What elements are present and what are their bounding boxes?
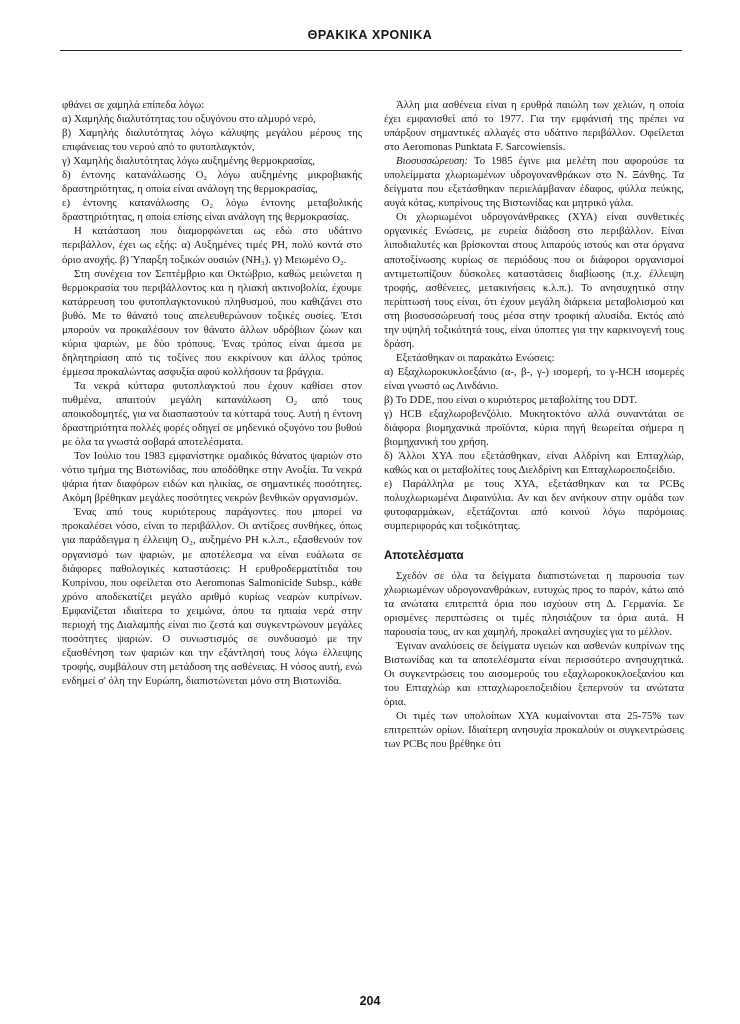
paragraph: Η κατάσταση που διαμορφώνεται ως εδώ στο υδάτινο περιβάλλον, έχει ως εξής: α) Αυξημένες τιμές PH, πολύ κοντά στο όριο ανοχής. β) Ύπαρξη τοξικών ουσιών (NH₃). γ) Μειωμένο O₂.: [62, 225, 362, 266]
paragraph: Οι τιμές των υπολοίπων ΧΥΑ κυμαίνονται στα 25-75% των επιτρεπτών ορίων. Ιδιαίτερη ανησυχία προκαλούν οι συγκεντρώσεις των PCBς που βρέθηκε ότι: [384, 709, 684, 751]
paragraph: γ) HCB εξαχλωροβενζόλιο. Μυκητοκτόνο αλλά συναντάται σε διάφορα βιομηχανικά προϊόντα, κύρια πηγή θεωρείται σήμερα η βιομηχανική του χρήση.: [384, 408, 684, 449]
running-header: ΘΡΑΚΙΚΑ ΧΡΟΝΙΚΑ: [307, 28, 433, 42]
paragraph: Σχεδόν σε όλα τα δείγματα διαπιστώνεται η παρουσία των χλωριωμένων υδρογονανθράκων, ευτυχώς προς το παρόν, κάτω από τα ανώτατα επιτρεπτά όρια που ισχύουν στη Δ. Γερμανία. Σε ορισμένες περιπτώσεις οι τιμές πλησιάζουν τα όρια αυτά. Η παρουσία τους, αν και χαμηλή, προκαλεί ανησυχίες για το μέλλον.: [384, 569, 684, 638]
paragraph: β) Χαμηλής διαλυτότητας λόγω κάλυψης μεγάλου μέρους της επιφάνειας του νερού από το φυτοπλαγκτόν,: [62, 127, 362, 154]
paragraph: δ) Άλλοι ΧΥΑ που εξετάσθηκαν, είναι Αλδρίνη και Επταχλώρ, καθώς και οι μεταβολίτες τους Διελδρίνη και Επταχλωροεποξείδιο.: [384, 450, 684, 477]
paragraph: ε) έντονης κατανάλωσης O₂ λόγω έντονης μεταβολικής δραστηριότητας, η οποία επίσης είναι ανάλογη της θερμοκρασίας.: [62, 197, 362, 224]
paragraph: γ) Χαμηλής διαλυτότητας λόγω αυξημένης θερμοκρασίας,: [62, 155, 316, 168]
paragraph: δ) έντονης κατανάλωσης O₂ λόγω αυξημένης μικροβιακής δραστηριότητας, η οποία είναι ανάλογη της θερμοκρασίας,: [62, 169, 362, 196]
paragraph: Εξετάσθηκαν οι παρακάτω Ενώσεις:: [396, 351, 555, 364]
paragraph: Στη συνέχεια τον Σεπτέμβριο και Οκτώβριο, καθώς μειώνεται η θερμοκρασία του περιβάλλοντος και η ηλιακή ακτινοβολία, έχουμε κατάρρευση του φυτοπλαγκτονικού πληθυσμού, που καθιζάνει στο βυθό. Με το θάνατό τους απελευθερώνουν τοξικές ουσίες. Έτσι μπορούν να προκαλέσουν τον θάνατο άλλων υδρόβιων ζώων και κύρια ψαριών, με δύο τρόπους. Ένας τρόπος είναι άμεσα με δηλητηρίαση από τις τοξίνες που εκκρίνουν και άλλος τρόπος έμμεσα προκαλώντας ασφυξία αφού κολλήσουν τα βράγχια.: [62, 267, 362, 378]
paragraph: α) Εξαχλωροκυκλοεξάνιο (α-, β-, γ-) ισομερή, το γ-HCH ισομερές είναι γνωστό ως Λινδάνιο.: [384, 365, 684, 392]
section-heading: Αποτελέσματα: [384, 550, 464, 563]
paragraph-text: Το 1985 έγινε μια μελέτη που αφορούσε τα υπολείμματα χλωριωμένων υδρογονανθράκων στο Ν. Ξάνθης. Τα δείγματα που εξετάσθηκαν περιελάμβαναν έδαφος, φύλλα πεύκης, αυγά κότας, κυπρίνους της Βιστωνίδας και μητρικό γάλα.: [384, 155, 684, 210]
paragraph-lead: Βιοσυσσώρευση:: [396, 155, 469, 168]
paragraph: α) Χαμηλής διαλυτότητας του οξυγόνου στο αλμυρό νερό,: [62, 113, 316, 126]
header-rule: [60, 50, 682, 51]
paragraph: ε) Παράλληλα με τους ΧΥΑ, εξετάσθηκαν και τα PCBς πολυχλωριωμένα Διφαινύλια. Αν και δεν ανήκουν στην ομάδα των φυτοφαρμάκων, εξετάζονται από κοινού λόγω παρόμοιας συμπεριφοράς και τοξικότητας.: [384, 478, 684, 533]
paragraph: Άλλη μια ασθένεια είναι η ερυθρά παιώλη των χελιών, η οποία έχει εμφανισθεί από το 1977. Για την εμφάνισή της πρέπει να υπάρξουν σημαντικές αλλαγές στο υδάτινο περιβάλλον. Οφείλεται στο Aeromonas Punktata F. Sarcowiensis.: [384, 99, 684, 154]
paragraph: [384, 154, 684, 210]
left-column: [62, 98, 362, 688]
page-number: 204: [359, 994, 381, 1008]
paragraph: Τον Ιούλιο του 1983 εμφανίστηκε ομαδικός θάνατος ψαριών στο νότιο τμήμα της Βιστωνίδας, που αποδόθηκε στην Ανοξία. Τα νεκρά ψάρια ήταν διαφόρων ειδών και ηλικίας, σε σημαντικές ποσότητες. Ακόμη βρέθηκαν μεγάλες ποσότητες νεκρών βενθικών οργανισμών.: [62, 450, 362, 505]
paragraph: Ένας από τους κυριότερους παράγοντες που μπορεί να προκαλέσει νόσο, είναι το περιβάλλον. Οι αντίξοες συνθήκες, όπως για παράδειγμα η έλλειψη O₂, αυξημένο PH κ.λ.π., εξασθενούν τον οργανισμό των ψαριών, με αποτέλεσμα να είναι ευάλωτα σε διάφορες παθολογικές καταστάσεις: Η ερυθροδερματίτιδα του Κυπρίνου, που οφείλεται στο Aeromonas Salmonicide Subsp., κάθε χρόνο αποδεκατίζει μεγάλο αριθμό κυρίως νεαρών κυπρίνων. Εμφανίζεται ιδιαίτερα το χειμώνα, όπου τα ηπιαία νερά στην περιοχή της Διαλαμπής είναι πιο ζεστά και συγκεντρώνουν μεγάλες ποσότητες ψαριών. Ο συνωστισμός σε συνδυασμό με την εξασθένηση των ψαριών και την εξάντλησή τους λόγω έλλειψης τροφής, συμβάλουν στη μετάδοση της ασθένειας. Η νόσος αυτή, ενώ ενδημεί σ' όλη την Ευρώπη, διαπιστώνεται μόνο στη Βιστωνίδα.: [62, 506, 362, 687]
paragraph: β) Το DDE, που είναι ο κυριότερος μεταβολίτης του DDT.: [384, 393, 637, 406]
paragraph: Τα νεκρά κύτταρα φυτοπλαγκτού που έχουν καθίσει στον πυθμένα, απαιτούν μεγάλη κατανάλωση O₂ από τους αποικοδομητές, για να διασπαστούν τα κύτταρά τους. Αυτή η έντονη δραστηριότητα πολλές φορές οδηγεί σε μηδενικό οξυγόνο του βυθού με όλα τα γνωστά σοβαρά αποτελέσματα.: [62, 379, 362, 449]
paragraph: Οι χλωριωμένοι υδρογονάνθρακες (ΧΥΑ) είναι συνθετικές οργανικές Ενώσεις, με ευρεία διάδοση στο περιβάλλον. Είναι λιποδιαλυτές και βρίσκονται στους λιπαρούς ιστούς και στα όργανα αποτοξίνωσης κυρίως σε περιόδους που οι διάφοροι οργανισμοί αντιμετωπίζουν δύσκολες καταστάσεις διαβίωσης (π.χ. έλλειψη τροφής, ασθένειες, μετακινήσεις κ.λ.π.). Το ανησυχητικό στην περίπτωσή τους είναι, ότι έχουν μεγάλη διάρκεια μεταβολισμού και στη βιοσυσσώρευσή τους μέσα στην τροφική αλυσίδα. Εκτός από την υψηλή τοξικότητά τους, είναι ύποπτες για την καρκινογενή τους δράση.: [384, 211, 684, 350]
paragraph: φθάνει σε χαμηλά επίπεδα λόγω:: [62, 99, 205, 111]
paragraph: Έγιναν αναλύσεις σε δείγματα υγειών και ασθενών κυπρίνων της Βιστωνίδας και τα αποτελέσματα είναι περισσότερο ανησυχητικά. Οι συγκεντρώσεις του αισομερούς του εξαχλωροκυκλοεξανίου και του Επταχλώρ και επταχλωροεποξειδίου ξεπερνούν τα ανώτατα όρια.: [384, 639, 684, 708]
right-column: [384, 98, 684, 751]
